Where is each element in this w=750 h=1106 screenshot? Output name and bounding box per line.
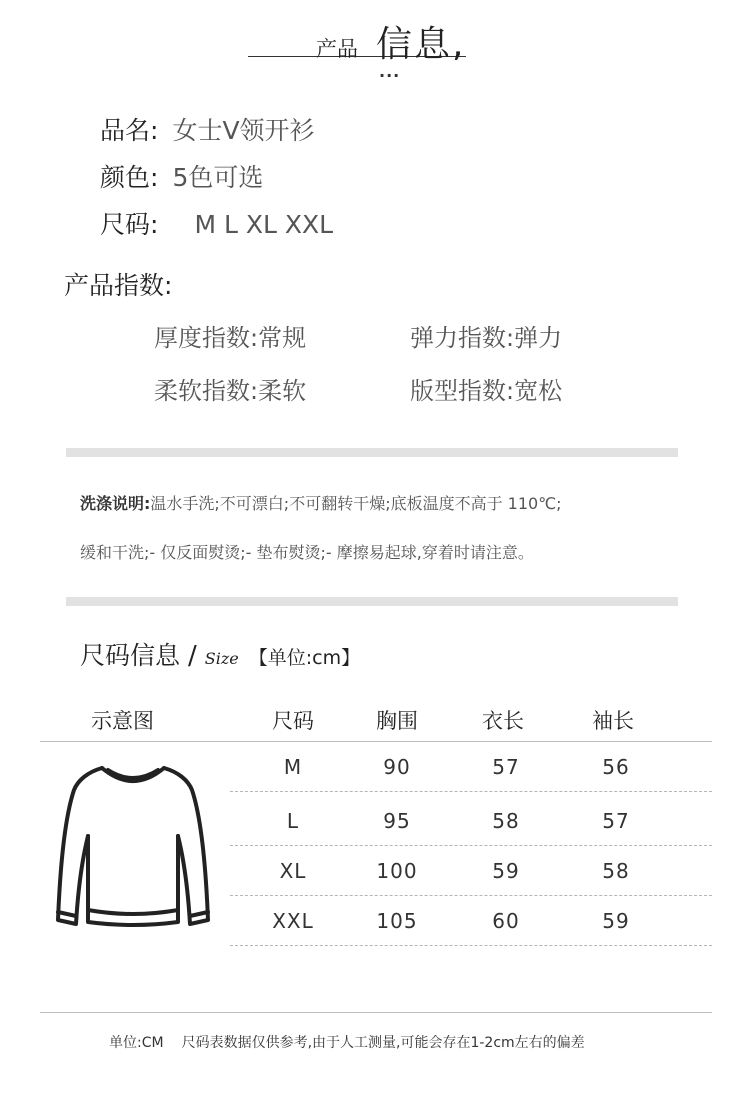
table-row <box>230 846 712 896</box>
wash-line-2: 缓和干洗;- 仅反面熨烫;- 垫布熨烫;- 摩擦易起球,穿着时请注意。 <box>80 543 534 562</box>
cell-size: XXL <box>272 909 314 933</box>
sweater-outline-icon <box>52 760 214 932</box>
product-name-value: 女士V领开衫 <box>172 116 315 145</box>
cell-sleeve: 56 <box>602 755 630 779</box>
row-divider <box>230 945 712 946</box>
size-title-text: 尺码信息 <box>80 641 181 670</box>
size-value: M L XL XXL <box>194 210 334 239</box>
fit-index: 版型指数:宽松 <box>410 377 563 405</box>
cell-length: 59 <box>492 859 520 883</box>
col-header-length: 衣长 <box>482 709 524 733</box>
table-row <box>230 796 712 846</box>
size-section-title <box>80 636 360 672</box>
row-divider <box>230 791 712 792</box>
col-header-size: 尺码 <box>272 709 314 733</box>
cell-sleeve: 58 <box>602 859 630 883</box>
table-row <box>230 896 712 946</box>
elasticity-index: 弹力指数:弹力 <box>410 324 563 352</box>
product-name-row <box>100 111 315 147</box>
footer-rule <box>40 1012 712 1013</box>
cell-size: L <box>286 809 300 833</box>
size-title-slash: / <box>188 641 197 671</box>
divider-bar <box>66 448 678 457</box>
cell-chest: 90 <box>383 755 411 779</box>
color-label: 颜色: <box>100 163 159 192</box>
color-row <box>100 158 263 194</box>
col-header-chest: 胸围 <box>376 709 418 733</box>
cell-chest: 95 <box>383 809 411 833</box>
footer-unit: 单位:CM <box>109 1035 164 1051</box>
col-header-diagram: 示意图 <box>91 709 154 733</box>
cell-length: 57 <box>492 755 520 779</box>
cell-length: 60 <box>492 909 520 933</box>
thickness-index: 厚度指数:常规 <box>154 324 307 352</box>
divider-bar <box>66 597 678 606</box>
table-row <box>230 742 712 792</box>
header-dots: ... <box>379 62 401 81</box>
wash-label: 洗涤说明: <box>80 494 151 513</box>
cell-sleeve: 59 <box>602 909 630 933</box>
softness-index: 柔软指数:柔软 <box>154 377 307 405</box>
cell-size: M <box>283 755 303 779</box>
header-small-title: 产品 <box>316 37 358 61</box>
size-title-en: Size <box>204 649 239 668</box>
col-header-sleeve: 袖长 <box>592 709 634 733</box>
cell-size: XL <box>279 859 307 883</box>
size-label: 尺码: <box>100 210 159 239</box>
cell-sleeve: 57 <box>602 809 630 833</box>
footer-note <box>109 1032 585 1052</box>
cell-length: 58 <box>492 809 520 833</box>
product-index-title: 产品指数: <box>64 271 173 300</box>
size-row <box>100 205 333 241</box>
cell-chest: 100 <box>376 859 418 883</box>
wash-text-1: 温水手洗;不可漂白;不可翻转干燥;底板温度不高于 110℃; <box>150 494 562 513</box>
cell-chest: 105 <box>376 909 418 933</box>
color-value: 5色可选 <box>172 163 264 192</box>
wash-line-1 <box>80 491 562 514</box>
header-title: 信息, <box>376 24 466 65</box>
product-name-label: 品名: <box>100 116 159 145</box>
footer-disclaimer: 尺码表数据仅供参考,由于人工测量,可能会存在1-2cm左右的偏差 <box>181 1035 585 1051</box>
size-unit: 【单位:cm】 <box>248 647 361 669</box>
